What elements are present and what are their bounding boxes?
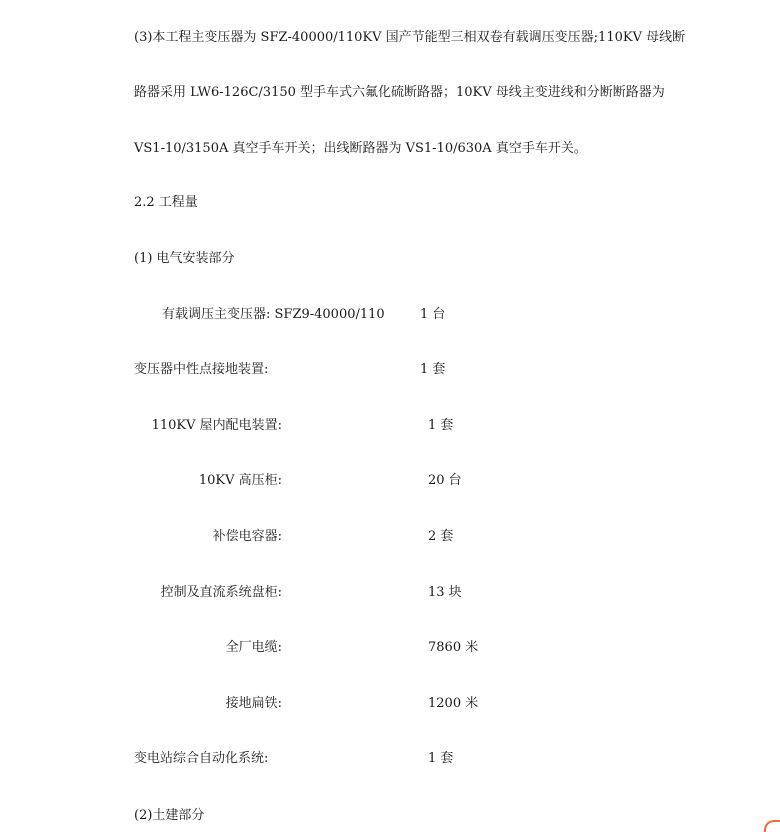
equipment-label: 全厂电缆: [225, 640, 282, 655]
corner-decoration-icon [764, 820, 780, 832]
equipment-row [0, 418, 780, 434]
equipment-label: 10KV 高压柜: [198, 473, 282, 488]
equipment-row [0, 640, 780, 656]
equipment-quantity: 1 套 [428, 751, 454, 766]
equipment-quantity: 2 套 [428, 529, 454, 544]
subsection-electrical: (1) 电气安装部分 [134, 251, 235, 266]
paragraph-line-2: 路器采用 LW6-126C/3150 型手车式六氟化硫断路器；10KV 母线主变进线和分断断路器为 [134, 85, 665, 100]
equipment-quantity: 1 台 [420, 307, 446, 322]
equipment-row [0, 307, 780, 323]
equipment-quantity: 7860 米 [428, 640, 479, 655]
equipment-row [0, 529, 780, 545]
equipment-quantity: 1 套 [428, 418, 454, 433]
paragraph-line-1: (3)本工程主变压器为 SFZ-40000/110KV 国产节能型三相双卷有载调压变压器;110KV 母线断 [134, 30, 686, 45]
section-heading: 2.2 工程量 [134, 195, 198, 210]
equipment-quantity: 20 台 [428, 473, 462, 488]
equipment-label: 110KV 屋内配电装置: [151, 418, 282, 433]
equipment-row [0, 585, 780, 601]
subsection-civil: (2)土建部分 [134, 808, 205, 823]
equipment-quantity: 1200 米 [428, 696, 479, 711]
equipment-label: 变电站综合自动化系统: [134, 751, 269, 766]
equipment-quantity: 1 套 [420, 362, 446, 377]
equipment-label: 接地扁铁: [225, 696, 282, 711]
equipment-label: 补偿电容器: [212, 529, 282, 544]
equipment-label: 有载调压主变压器: SFZ9-40000/110 [162, 307, 385, 322]
equipment-quantity: 13 块 [428, 585, 462, 600]
equipment-label: 控制及直流系统盘柜: [160, 585, 282, 600]
equipment-row [0, 362, 780, 378]
equipment-row [0, 751, 780, 767]
equipment-row [0, 473, 780, 489]
equipment-label: 变压器中性点接地装置: [134, 362, 269, 377]
equipment-row [0, 696, 780, 712]
paragraph-line-3: VS1-10/3150A 真空手车开关；出线断路器为 VS1-10/630A 真空手车开关。 [134, 141, 587, 156]
